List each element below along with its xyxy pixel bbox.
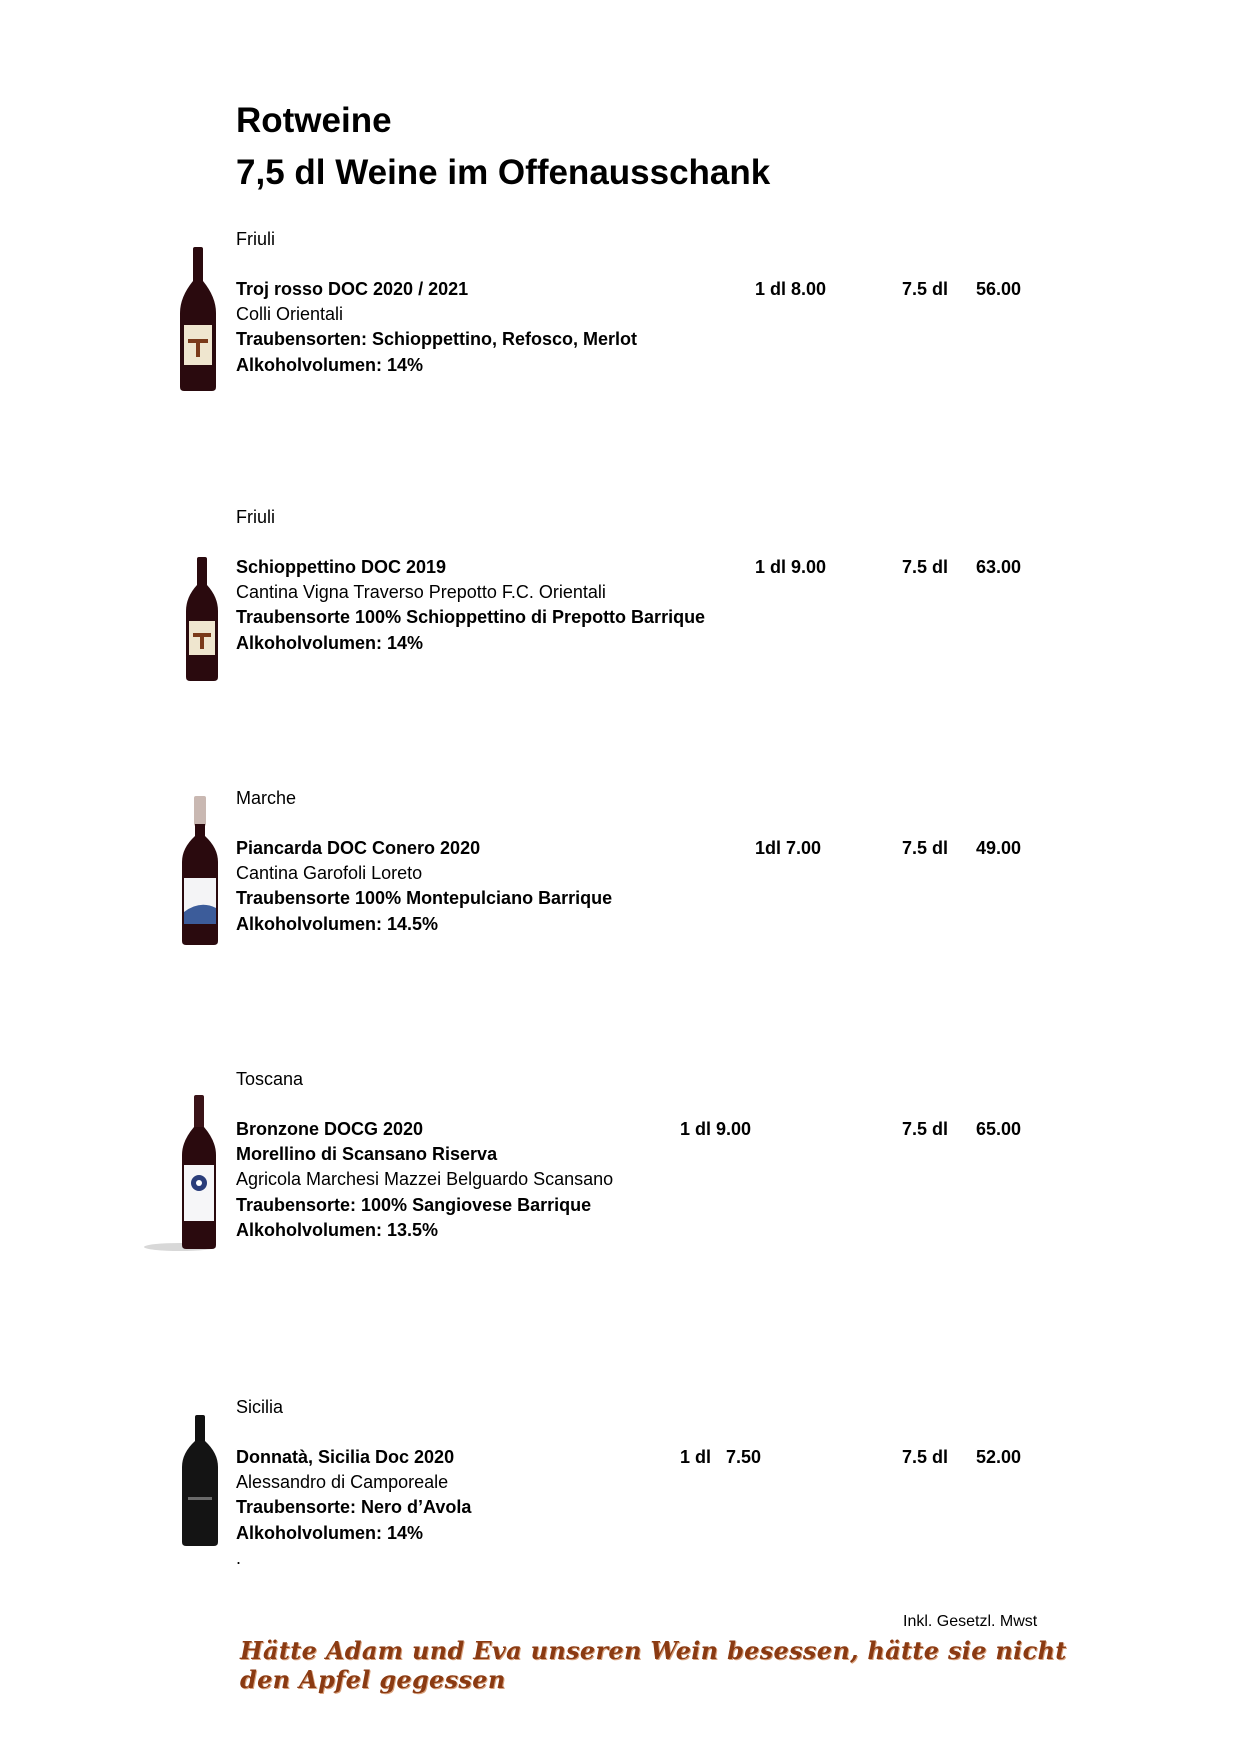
trailing-dot: . bbox=[236, 1547, 242, 1568]
bottle-size: 7.5 dl bbox=[902, 557, 949, 577]
bottle-price: 56.00 bbox=[976, 279, 1022, 299]
wine-region: Friuli bbox=[236, 229, 275, 249]
wine-producer: Colli Orientali bbox=[236, 304, 344, 325]
wine-grapes: Traubensorte 100% Schioppettino di Prepotto Barrique bbox=[236, 607, 706, 628]
page-title bbox=[236, 95, 770, 199]
title-line-2: 7,5 dl Weine im Offenausschank bbox=[236, 153, 771, 192]
footer-motto: Hätte Adam und Eva unseren Wein besessen, hätte sie nicht den Apfel gegessen bbox=[240, 1636, 1067, 1694]
wine-bottle-icon bbox=[180, 1415, 220, 1547]
wine-producer: Agricola Marchesi Mazzei Belguardo Scansano bbox=[236, 1169, 614, 1190]
wine-name: Piancarda DOC Conero 2020 bbox=[236, 838, 481, 858]
price-per-glass: 1 dl 7.50 bbox=[680, 1447, 762, 1467]
wine-name: Troj rosso DOC 2020 / 2021 bbox=[236, 279, 469, 299]
wine-alcohol: Alkoholvolumen: 14% bbox=[236, 1522, 424, 1543]
wine-region: Friuli bbox=[236, 507, 275, 527]
wine-grapes: Traubensorte: Nero d’Avola bbox=[236, 1497, 472, 1518]
wine-subname: Morellino di Scansano Riserva bbox=[236, 1144, 498, 1165]
wine-region: Sicilia bbox=[236, 1397, 284, 1417]
wine-alcohol: Alkoholvolumen: 14.5% bbox=[236, 913, 439, 934]
title-line-1: Rotweine bbox=[236, 101, 392, 140]
price-per-glass: 1dl 7.00 bbox=[755, 838, 822, 858]
wine-grapes: Traubensorte: 100% Sangiovese Barrique bbox=[236, 1194, 592, 1215]
wine-alcohol: Alkoholvolumen: 14% bbox=[236, 354, 424, 375]
wine-producer: Cantina Vigna Traverso Prepotto F.C. Orientali bbox=[236, 582, 606, 603]
wine-bottle-icon bbox=[180, 796, 220, 946]
wine-grapes: Traubensorte 100% Montepulciano Barrique bbox=[236, 888, 613, 909]
wine-grapes: Traubensorten: Schioppettino, Refosco, Merlot bbox=[236, 329, 638, 350]
price-per-glass: 1 dl 9.00 bbox=[755, 557, 827, 577]
bottle-size: 7.5 dl bbox=[902, 838, 949, 858]
bottle-size: 7.5 dl bbox=[902, 1447, 949, 1467]
bottle-price: 52.00 bbox=[976, 1447, 1022, 1467]
wine-bottle-icon bbox=[176, 247, 220, 392]
bottle-size: 7.5 dl bbox=[902, 1119, 949, 1139]
wine-bottle-icon bbox=[184, 557, 220, 682]
wine-name: Schioppettino DOC 2019 bbox=[236, 557, 447, 577]
wine-region: Marche bbox=[236, 788, 297, 808]
price-per-glass: 1 dl 8.00 bbox=[755, 279, 827, 299]
price-per-glass: 1 dl 9.00 bbox=[680, 1119, 752, 1139]
bottle-price: 49.00 bbox=[976, 838, 1022, 858]
wine-producer: Cantina Garofoli Loreto bbox=[236, 863, 423, 884]
wine-alcohol: Alkoholvolumen: 13.5% bbox=[236, 1219, 439, 1240]
bottle-size: 7.5 dl bbox=[902, 279, 949, 299]
wine-region: Toscana bbox=[236, 1069, 304, 1089]
bottle-price: 65.00 bbox=[976, 1119, 1022, 1139]
wine-bottle-icon bbox=[140, 1095, 224, 1253]
tax-note: Inkl. Gesetzl. Mwst bbox=[903, 1613, 1038, 1630]
wine-alcohol: Alkoholvolumen: 14% bbox=[236, 632, 424, 653]
bottle-price: 63.00 bbox=[976, 557, 1022, 577]
wine-name: Bronzone DOCG 2020 bbox=[236, 1119, 424, 1139]
wine-name: Donnatà, Sicilia Doc 2020 bbox=[236, 1447, 455, 1467]
wine-producer: Alessandro di Camporeale bbox=[236, 1472, 449, 1493]
